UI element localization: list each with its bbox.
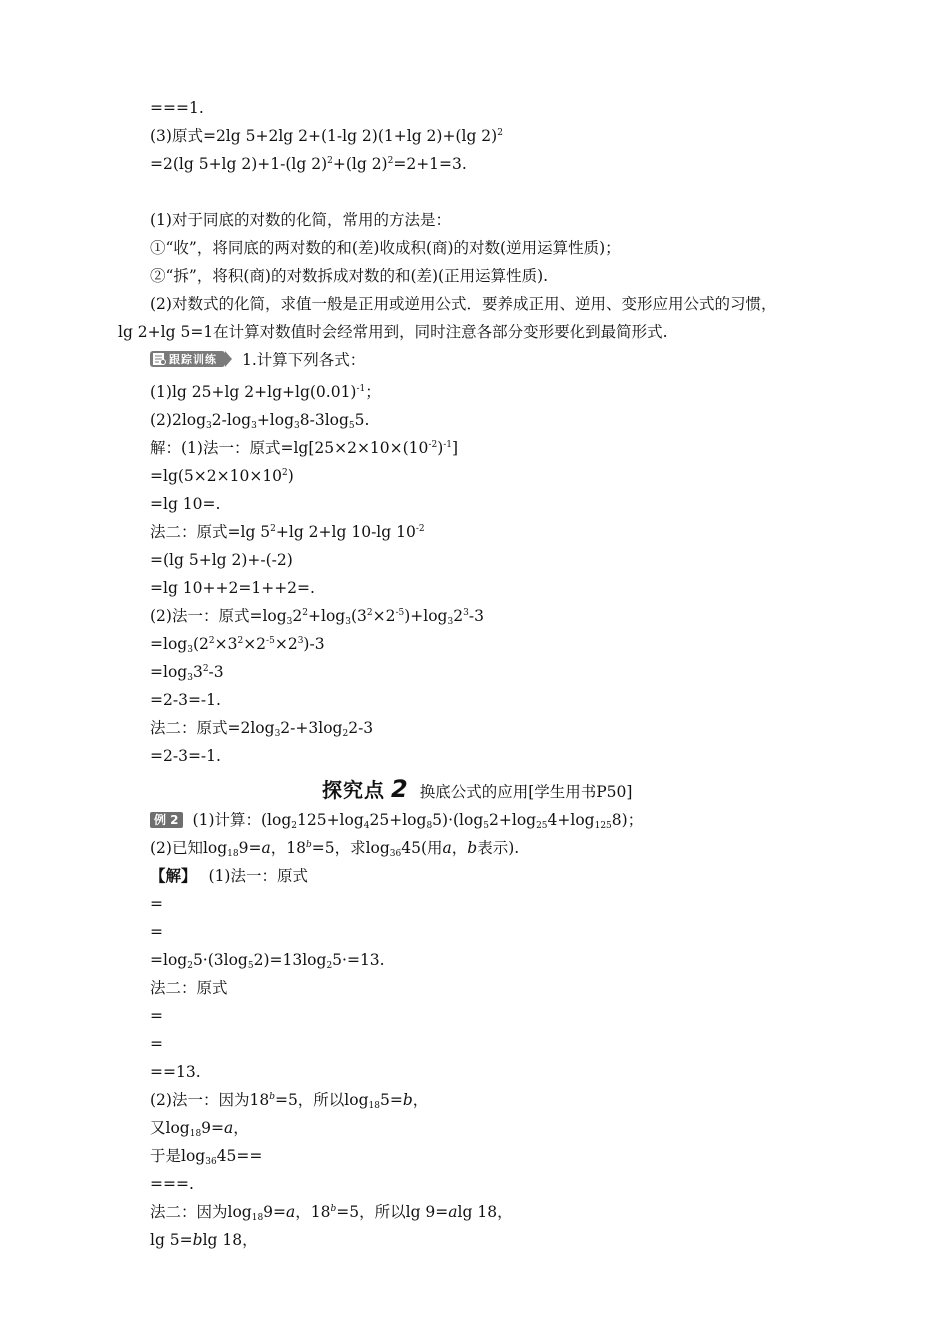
text-line: =lg 10++2=1++2=. [150,579,315,597]
heading-subtitle: 换底公式的应用[学生用书P50] [419,783,633,801]
example-badge: 例 2 [150,812,183,828]
text-line: $=\log_3(2^2\times 3^2\times 2^{-5}\times 2^3)-3$ [150,635,325,655]
practice-badge [150,350,365,367]
text-line: $=\log_25\cdot(3\log_52)=13\log_25\cdot=13$. [150,951,385,971]
text-line: ===. [150,1175,194,1193]
text-line: = [150,923,163,941]
text-line: 法二：原式$=2\log_32-+3\log_22-3$ [150,719,374,739]
text-line: lg 2+lg 5=1在计算对数值时会经常用到，同时注意各部分变形要化到最简形式. [118,323,668,341]
text-line: $=\log_33^2-3$ [150,663,224,683]
text-line: lg 5=blg 18， [150,1231,258,1249]
text-line: 法二：因为$\log_{18}9=a$，$18^b=5$，所以lg 9=alg 18， [150,1203,513,1223]
text-line: 例 2 (1)计算：$(\log_2125+\log_425+\log_85)\cdot(\log_52+\log_{25}4+\log_{125}8)$； [150,810,643,830]
text-line: = [150,1035,163,1053]
text-line: = [150,895,163,913]
text-line: =lg 10=. [150,495,221,513]
text-line: =2(lg 5+lg 2)+1-(lg 2)$^2$+(lg 2)$^2$=2+1=3. [150,155,467,173]
practice-title: 1.计算下列各式： [242,350,366,369]
text-line: (3)原式=2lg 5+2lg 2+(1-lg 2)(1+lg 2)+(lg 2)$^2$ [150,127,503,145]
practice-badge-label: 跟踪训练 [150,351,225,367]
text-line: = [150,1007,163,1025]
text-line: ②“拆”，将积(商)的对数拆成对数的和(差)(正用运算性质). [150,267,549,285]
text-line: 法二：原式 [150,979,228,997]
text-line: =(lg 5+lg 2)+-(-2) [150,551,293,569]
text-line: (1)lg 25+lg $2+\lg+\lg(0.01)^{-1}$； [150,383,381,401]
answer-label: 【解】 [150,866,197,885]
text-line: 法二：原式=lg $5^2+\lg$ 2+lg 10-lg $10^{-2}$ [150,523,425,541]
badge-arrow [225,351,232,367]
text-line: =2-3=-1. [150,747,221,765]
text-line: 又$\log_{18}9=a$， [150,1119,249,1139]
heading-title: 探究点 [322,778,385,802]
text-line: 【解】 (1)法一：原式 [150,866,308,885]
section-heading [322,774,632,803]
text-line: $=\lg(5\times 2\times 10\times 10^2)$ [150,467,294,485]
text-line: ①“收”，将同底的两对数的和(差)收成积(商)的对数(逆用运算性质)； [150,239,621,257]
text-line: (2)对数式的化简，求值一般是正用或逆用公式．要养成正用、逆用、变形应用公式的习惯， [150,295,777,313]
text-line: ===1. [150,99,204,117]
text-line: =2-3=-1. [150,691,221,709]
text-line: ==13. [150,1063,201,1081]
text-line: (2)已知$\log_{18}9=a$，$18^b=5$，求$\log_{36}45$(用a，b表示). [150,839,520,859]
text-line: (1)对于同底的对数的化简，常用的方法是： [150,211,451,229]
note-icon [153,353,166,365]
text-line: (2)法一：因为$18^b=5$，所以$\log_{18}5=b$， [150,1091,429,1111]
text-line: 于是$\log_{36}45==$ [150,1147,263,1167]
heading-number: 2 [391,775,408,803]
text-line: 解：(1)法一：原式$=\lg[25\times 2\times 10\times(10^{-2})^{-1}]$ [150,439,459,457]
text-line: $(2)2\log_32-\log_3+\log_38-3\log_55$. [150,411,370,431]
text-line: (2)法一：原式$=\log_32^2+\log_3(3^2\times 2^{-5})+\log_32^3-3$ [150,607,484,627]
